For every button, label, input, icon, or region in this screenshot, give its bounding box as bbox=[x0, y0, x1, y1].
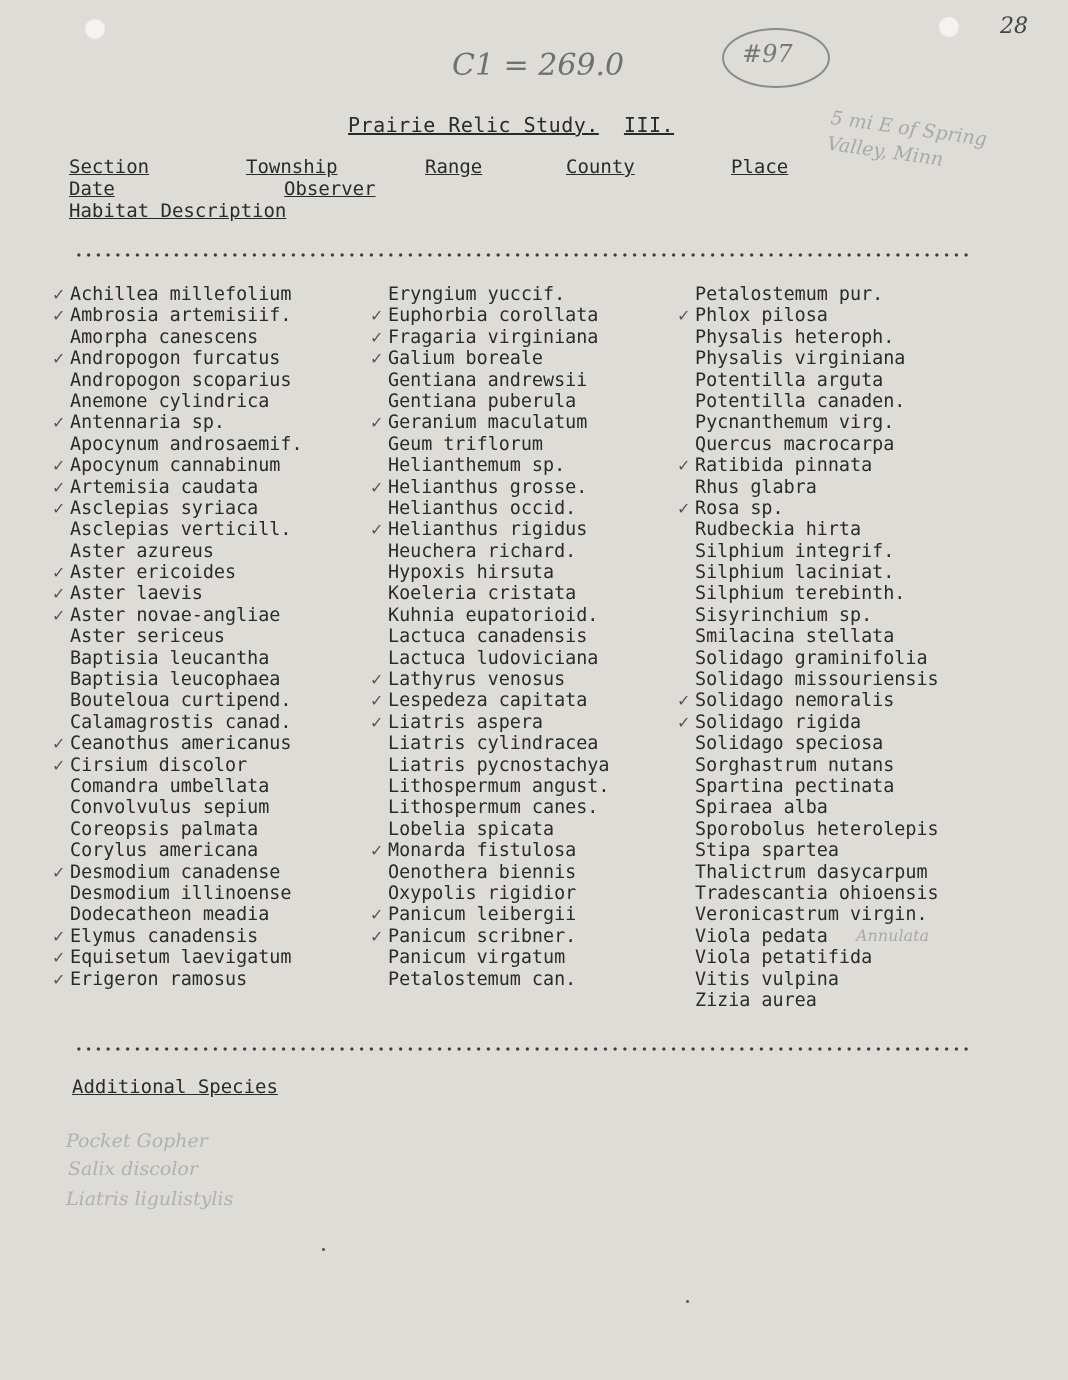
species-item bbox=[695, 776, 939, 797]
species-name: Petalostemum can. bbox=[388, 968, 577, 990]
species-item bbox=[370, 476, 609, 498]
species-name: Amorpha canescens bbox=[70, 326, 259, 348]
check-mark-icon: ✓ bbox=[52, 285, 66, 304]
species-item bbox=[695, 969, 939, 990]
species-item bbox=[388, 969, 609, 990]
species-item bbox=[677, 497, 939, 519]
species-name: Potentilla arguta bbox=[695, 369, 884, 391]
circled-number: #97 bbox=[742, 40, 793, 68]
species-name: Solidago nemoralis bbox=[695, 690, 895, 712]
check-mark-icon: ✓ bbox=[677, 456, 691, 476]
check-mark-icon: ✓ bbox=[370, 520, 384, 540]
species-name: Antennaria sp. bbox=[70, 412, 226, 434]
species-item bbox=[370, 690, 609, 712]
additional-species-heading: Additional Species bbox=[72, 1076, 278, 1098]
check-mark-icon: ✓ bbox=[370, 926, 384, 946]
species-name: Lobelia spicata bbox=[388, 818, 555, 840]
field-habitat-description: Habitat Description bbox=[69, 200, 287, 222]
species-name: Elymus canadensis bbox=[70, 925, 259, 947]
species-name: Smilacina stellata bbox=[695, 626, 895, 648]
species-name: Petalostemum pur. bbox=[695, 284, 884, 305]
check-mark-icon: ✓ bbox=[52, 734, 66, 754]
title-number: III. bbox=[623, 113, 675, 137]
species-item bbox=[70, 434, 303, 455]
species-name: Euphorbia corollata bbox=[388, 305, 599, 327]
species-name: Lithospermum angust. bbox=[388, 775, 610, 797]
species-item bbox=[695, 434, 939, 455]
species-name: Physalis virginiana bbox=[695, 348, 906, 370]
check-mark-icon: ✓ bbox=[370, 691, 384, 711]
species-item bbox=[52, 754, 303, 776]
species-item bbox=[70, 690, 303, 711]
species-item bbox=[370, 519, 609, 541]
species-name: Artemisia caudata bbox=[70, 476, 259, 498]
species-name: Fragaria virginiana bbox=[388, 326, 599, 348]
dotted-divider-top bbox=[74, 253, 974, 257]
page-title bbox=[348, 113, 674, 137]
species-name: Baptisia leucophaea bbox=[70, 669, 281, 691]
species-item bbox=[70, 776, 303, 797]
species-item bbox=[695, 990, 939, 1011]
species-item bbox=[695, 284, 939, 305]
species-name: Apocynum androsaemif. bbox=[70, 433, 303, 455]
check-mark-icon: ✓ bbox=[370, 327, 384, 347]
species-name: Silphium laciniat. bbox=[695, 562, 895, 584]
species-name: Coreopsis palmata bbox=[70, 818, 259, 840]
species-name: Andropogon scoparius bbox=[70, 369, 292, 391]
species-name: Sisyrinchium sp. bbox=[695, 604, 873, 626]
species-item bbox=[52, 476, 303, 498]
species-name: Corylus americana bbox=[70, 840, 259, 862]
punch-hole-right bbox=[938, 16, 960, 38]
species-name: Oenothera biennis bbox=[388, 861, 577, 883]
species-item bbox=[388, 605, 609, 626]
species-name: Lithospermum canes. bbox=[388, 797, 599, 819]
check-mark-icon: ✓ bbox=[370, 905, 384, 925]
species-item bbox=[677, 711, 939, 733]
species-name: Pycnanthemum virg. bbox=[695, 412, 895, 434]
species-name: Equisetum laevigatum bbox=[70, 947, 292, 969]
species-name: Solidago missouriensis bbox=[695, 669, 939, 691]
species-item bbox=[52, 562, 303, 584]
species-item bbox=[70, 669, 303, 690]
species-name: Lespedeza capitata bbox=[388, 690, 588, 712]
species-name: Kuhnia eupatorioid. bbox=[388, 604, 599, 626]
species-item bbox=[388, 391, 609, 412]
species-item bbox=[52, 604, 303, 626]
species-item bbox=[695, 840, 939, 861]
species-name: Spiraea alba bbox=[695, 797, 828, 819]
species-item bbox=[52, 284, 303, 305]
species-item bbox=[70, 648, 303, 669]
species-item bbox=[70, 327, 303, 348]
check-mark-icon: ✓ bbox=[370, 477, 384, 497]
species-name: Hypoxis hirsuta bbox=[388, 562, 555, 584]
species-item bbox=[695, 477, 939, 498]
species-item bbox=[388, 755, 609, 776]
check-mark-icon: ✓ bbox=[52, 948, 66, 968]
species-item bbox=[695, 327, 939, 348]
handwritten-species-3: Liatris ligulistylis bbox=[66, 1188, 234, 1210]
species-name: Asclepias verticill. bbox=[70, 519, 292, 541]
species-item bbox=[370, 669, 609, 691]
handwritten-species-1: Pocket Gopher bbox=[66, 1130, 208, 1152]
species-item bbox=[388, 434, 609, 455]
species-name: Geum triflorum bbox=[388, 433, 544, 455]
species-item bbox=[695, 370, 939, 391]
species-name: Zizia aurea bbox=[695, 989, 817, 1011]
species-name: Aster novae-angliae bbox=[70, 604, 281, 626]
species-item bbox=[70, 840, 303, 861]
species-item bbox=[370, 840, 609, 862]
species-name: Physalis heteroph. bbox=[695, 326, 895, 348]
species-name: Heuchera richard. bbox=[388, 540, 577, 562]
species-name: Aster azureus bbox=[70, 540, 214, 562]
species-item bbox=[695, 391, 939, 412]
species-item bbox=[388, 819, 609, 840]
species-column-1 bbox=[52, 284, 303, 990]
species-name: Bouteloua curtipend. bbox=[70, 690, 292, 712]
species-name: Solidago speciosa bbox=[695, 733, 884, 755]
species-item bbox=[370, 904, 609, 926]
species-item bbox=[370, 925, 609, 947]
species-item bbox=[695, 947, 939, 968]
species-item bbox=[52, 947, 303, 969]
species-name: Panicum scribner. bbox=[388, 925, 577, 947]
species-item bbox=[695, 797, 939, 818]
check-mark-icon: ✓ bbox=[52, 926, 66, 946]
species-item bbox=[370, 326, 609, 348]
check-mark-icon: ✓ bbox=[52, 477, 66, 497]
species-name: Gentiana puberula bbox=[388, 390, 577, 412]
species-name: Aster sericeus bbox=[70, 626, 226, 648]
species-item bbox=[388, 648, 609, 669]
species-item bbox=[52, 861, 303, 883]
species-name: Rosa sp. bbox=[695, 497, 784, 519]
species-item bbox=[388, 583, 609, 604]
species-item bbox=[695, 648, 939, 669]
species-column-3 bbox=[677, 284, 939, 1011]
species-name: Potentilla canaden. bbox=[695, 390, 906, 412]
species-item bbox=[70, 541, 303, 562]
species-item bbox=[388, 562, 609, 583]
check-mark-icon: ✓ bbox=[370, 841, 384, 861]
species-name: Cirsium discolor bbox=[70, 754, 248, 776]
species-name: Rhus glabra bbox=[695, 476, 817, 498]
species-name: Sporobolus heterolepis bbox=[695, 818, 939, 840]
species-item bbox=[388, 370, 609, 391]
check-mark-icon: ✓ bbox=[370, 306, 384, 326]
check-mark-icon: ✓ bbox=[52, 306, 66, 326]
species-item bbox=[695, 669, 939, 690]
species-item bbox=[70, 797, 303, 818]
species-item bbox=[70, 819, 303, 840]
species-name: Lactuca canadensis bbox=[388, 626, 588, 648]
species-name: Eryngium yuccif. bbox=[388, 284, 566, 305]
field-range: Range bbox=[425, 156, 483, 178]
species-name: Achillea millefolium bbox=[70, 284, 292, 305]
species-item bbox=[70, 904, 303, 925]
species-item bbox=[52, 968, 303, 990]
punch-hole-left bbox=[84, 18, 106, 40]
check-mark-icon: ✓ bbox=[370, 349, 384, 369]
species-item bbox=[388, 284, 609, 305]
check-mark-icon: ✓ bbox=[52, 755, 66, 775]
species-name: Convolvulus sepium bbox=[70, 797, 270, 819]
species-name: Desmodium canadense bbox=[70, 861, 281, 883]
check-mark-icon: ✓ bbox=[52, 563, 66, 583]
species-name: Erigeron ramosus bbox=[70, 968, 248, 990]
species-item bbox=[388, 626, 609, 647]
species-name: Dodecatheon meadia bbox=[70, 904, 270, 926]
catalog-number: C1 = 269.0 bbox=[452, 48, 625, 83]
check-mark-icon: ✓ bbox=[677, 712, 691, 732]
species-name: Quercus macrocarpa bbox=[695, 433, 895, 455]
check-mark-icon: ✓ bbox=[52, 413, 66, 433]
species-item bbox=[370, 412, 609, 434]
field-place: Place bbox=[731, 156, 789, 178]
species-item bbox=[52, 497, 303, 519]
species-name: Ceanothus americanus bbox=[70, 733, 292, 755]
species-name: Viola petatifida bbox=[695, 947, 873, 969]
species-name: Calamagrostis canad. bbox=[70, 711, 292, 733]
species-item bbox=[388, 883, 609, 904]
species-item bbox=[695, 541, 939, 562]
species-item bbox=[695, 626, 939, 647]
species-item bbox=[695, 733, 939, 754]
species-name: Liatris pycnostachya bbox=[388, 754, 610, 776]
species-column-2 bbox=[370, 284, 610, 990]
species-name: Panicum leibergii bbox=[388, 904, 577, 926]
species-name: Helianthemum sp. bbox=[388, 455, 566, 477]
species-name: Lathyrus venosus bbox=[388, 669, 566, 691]
dotted-divider-bottom bbox=[74, 1047, 974, 1051]
paper-speck bbox=[322, 1248, 325, 1251]
species-name: Liatris aspera bbox=[388, 711, 544, 733]
species-name: Oxypolis rigidior bbox=[388, 882, 577, 904]
species-name: Andropogon furcatus bbox=[70, 348, 281, 370]
species-name: Ratibida pinnata bbox=[695, 455, 873, 477]
species-name: Tradescantia ohioensis bbox=[695, 882, 939, 904]
check-mark-icon: ✓ bbox=[52, 349, 66, 369]
species-name: Veronicastrum virgin. bbox=[695, 904, 928, 926]
species-item bbox=[70, 391, 303, 412]
species-item bbox=[70, 519, 303, 540]
paper-speck bbox=[686, 1300, 689, 1303]
species-item bbox=[388, 776, 609, 797]
species-name: Sorghastrum nutans bbox=[695, 754, 895, 776]
species-name: Koeleria cristata bbox=[388, 583, 577, 605]
check-mark-icon: ✓ bbox=[677, 498, 691, 518]
species-item bbox=[370, 305, 609, 327]
species-item bbox=[52, 305, 303, 327]
species-name: Asclepias syriaca bbox=[70, 497, 259, 519]
species-item bbox=[52, 348, 303, 370]
species-item bbox=[677, 690, 939, 712]
check-mark-icon: ✓ bbox=[52, 969, 66, 989]
species-item bbox=[52, 733, 303, 755]
field-county: County bbox=[566, 156, 635, 178]
species-item bbox=[695, 755, 939, 776]
check-mark-icon: ✓ bbox=[52, 584, 66, 604]
species-item bbox=[695, 605, 939, 626]
species-item bbox=[677, 455, 939, 477]
species-item bbox=[388, 862, 609, 883]
species-name: Geranium maculatum bbox=[388, 412, 588, 434]
species-item bbox=[52, 925, 303, 947]
species-item bbox=[695, 583, 939, 604]
species-item bbox=[695, 819, 939, 840]
species-name: Helianthus occid. bbox=[388, 497, 577, 519]
species-name: Liatris cylindracea bbox=[388, 733, 599, 755]
species-item bbox=[695, 348, 939, 369]
species-name: Rudbeckia hirta bbox=[695, 519, 862, 541]
field-date: Date bbox=[69, 178, 115, 200]
species-item bbox=[695, 862, 939, 883]
species-name: Gentiana andrewsii bbox=[388, 369, 588, 391]
species-item bbox=[695, 412, 939, 433]
species-item bbox=[695, 883, 939, 904]
species-name: Solidago graminifolia bbox=[695, 647, 928, 669]
place-note: 5 mi E of Spring Valley, Minn bbox=[825, 106, 989, 171]
check-mark-icon: ✓ bbox=[52, 456, 66, 476]
species-item bbox=[70, 626, 303, 647]
species-item bbox=[388, 797, 609, 818]
species-item bbox=[388, 498, 609, 519]
species-name: Ambrosia artemisiif. bbox=[70, 305, 292, 327]
page-number: 28 bbox=[1000, 14, 1028, 39]
species-name: Desmodium illinoense bbox=[70, 882, 292, 904]
species-name: Monarda fistulosa bbox=[388, 840, 577, 862]
check-mark-icon: ✓ bbox=[52, 862, 66, 882]
species-name: Silphium terebinth. bbox=[695, 583, 906, 605]
species-name: Anemone cylindrica bbox=[70, 390, 270, 412]
species-item bbox=[52, 583, 303, 605]
species-item bbox=[370, 348, 609, 370]
species-item bbox=[388, 733, 609, 754]
species-name: Thalictrum dasycarpum bbox=[695, 861, 928, 883]
species-item bbox=[695, 519, 939, 540]
species-name: Viola pedata bbox=[695, 925, 828, 947]
species-item bbox=[52, 412, 303, 434]
species-name: Galium boreale bbox=[388, 348, 544, 370]
field-township: Township bbox=[246, 156, 338, 178]
species-name: Silphium integrif. bbox=[695, 540, 895, 562]
species-name: Stipa spartea bbox=[695, 840, 839, 862]
species-name: Aster ericoides bbox=[70, 562, 237, 584]
species-item bbox=[677, 305, 939, 327]
species-name: Phlox pilosa bbox=[695, 305, 828, 327]
species-name: Comandra umbellata bbox=[70, 775, 270, 797]
check-mark-icon: ✓ bbox=[677, 691, 691, 711]
check-mark-icon: ✓ bbox=[677, 306, 691, 326]
species-name: Vitis vulpina bbox=[695, 968, 839, 990]
handwritten-species-2: Salix discolor bbox=[68, 1158, 198, 1180]
check-mark-icon: ✓ bbox=[52, 605, 66, 625]
check-mark-icon: ✓ bbox=[370, 712, 384, 732]
species-name: Spartina pectinata bbox=[695, 775, 895, 797]
species-name: Apocynum cannabinum bbox=[70, 455, 281, 477]
title-text: Prairie Relic Study. bbox=[348, 113, 599, 137]
species-item bbox=[70, 370, 303, 391]
species-item bbox=[388, 455, 609, 476]
species-name: Lactuca ludoviciana bbox=[388, 647, 599, 669]
species-item bbox=[695, 904, 939, 925]
species-item bbox=[388, 947, 609, 968]
species-name: Helianthus grosse. bbox=[388, 476, 588, 498]
species-name: Panicum virgatum bbox=[388, 947, 566, 969]
field-section: Section bbox=[69, 156, 150, 178]
species-item bbox=[388, 541, 609, 562]
species-name: Helianthus rigidus bbox=[388, 519, 588, 541]
species-item bbox=[52, 455, 303, 477]
species-item bbox=[370, 711, 609, 733]
species-name: Baptisia leucantha bbox=[70, 647, 270, 669]
species-item bbox=[695, 562, 939, 583]
field-observer: Observer bbox=[284, 178, 376, 200]
species-item bbox=[70, 712, 303, 733]
species-name: Aster laevis bbox=[70, 583, 203, 605]
check-mark-icon: ✓ bbox=[370, 670, 384, 690]
species-item bbox=[70, 883, 303, 904]
viola-note: Annulata bbox=[856, 926, 930, 945]
species-name: Solidago rigida bbox=[695, 711, 862, 733]
check-mark-icon: ✓ bbox=[370, 413, 384, 433]
check-mark-icon: ✓ bbox=[52, 498, 66, 518]
